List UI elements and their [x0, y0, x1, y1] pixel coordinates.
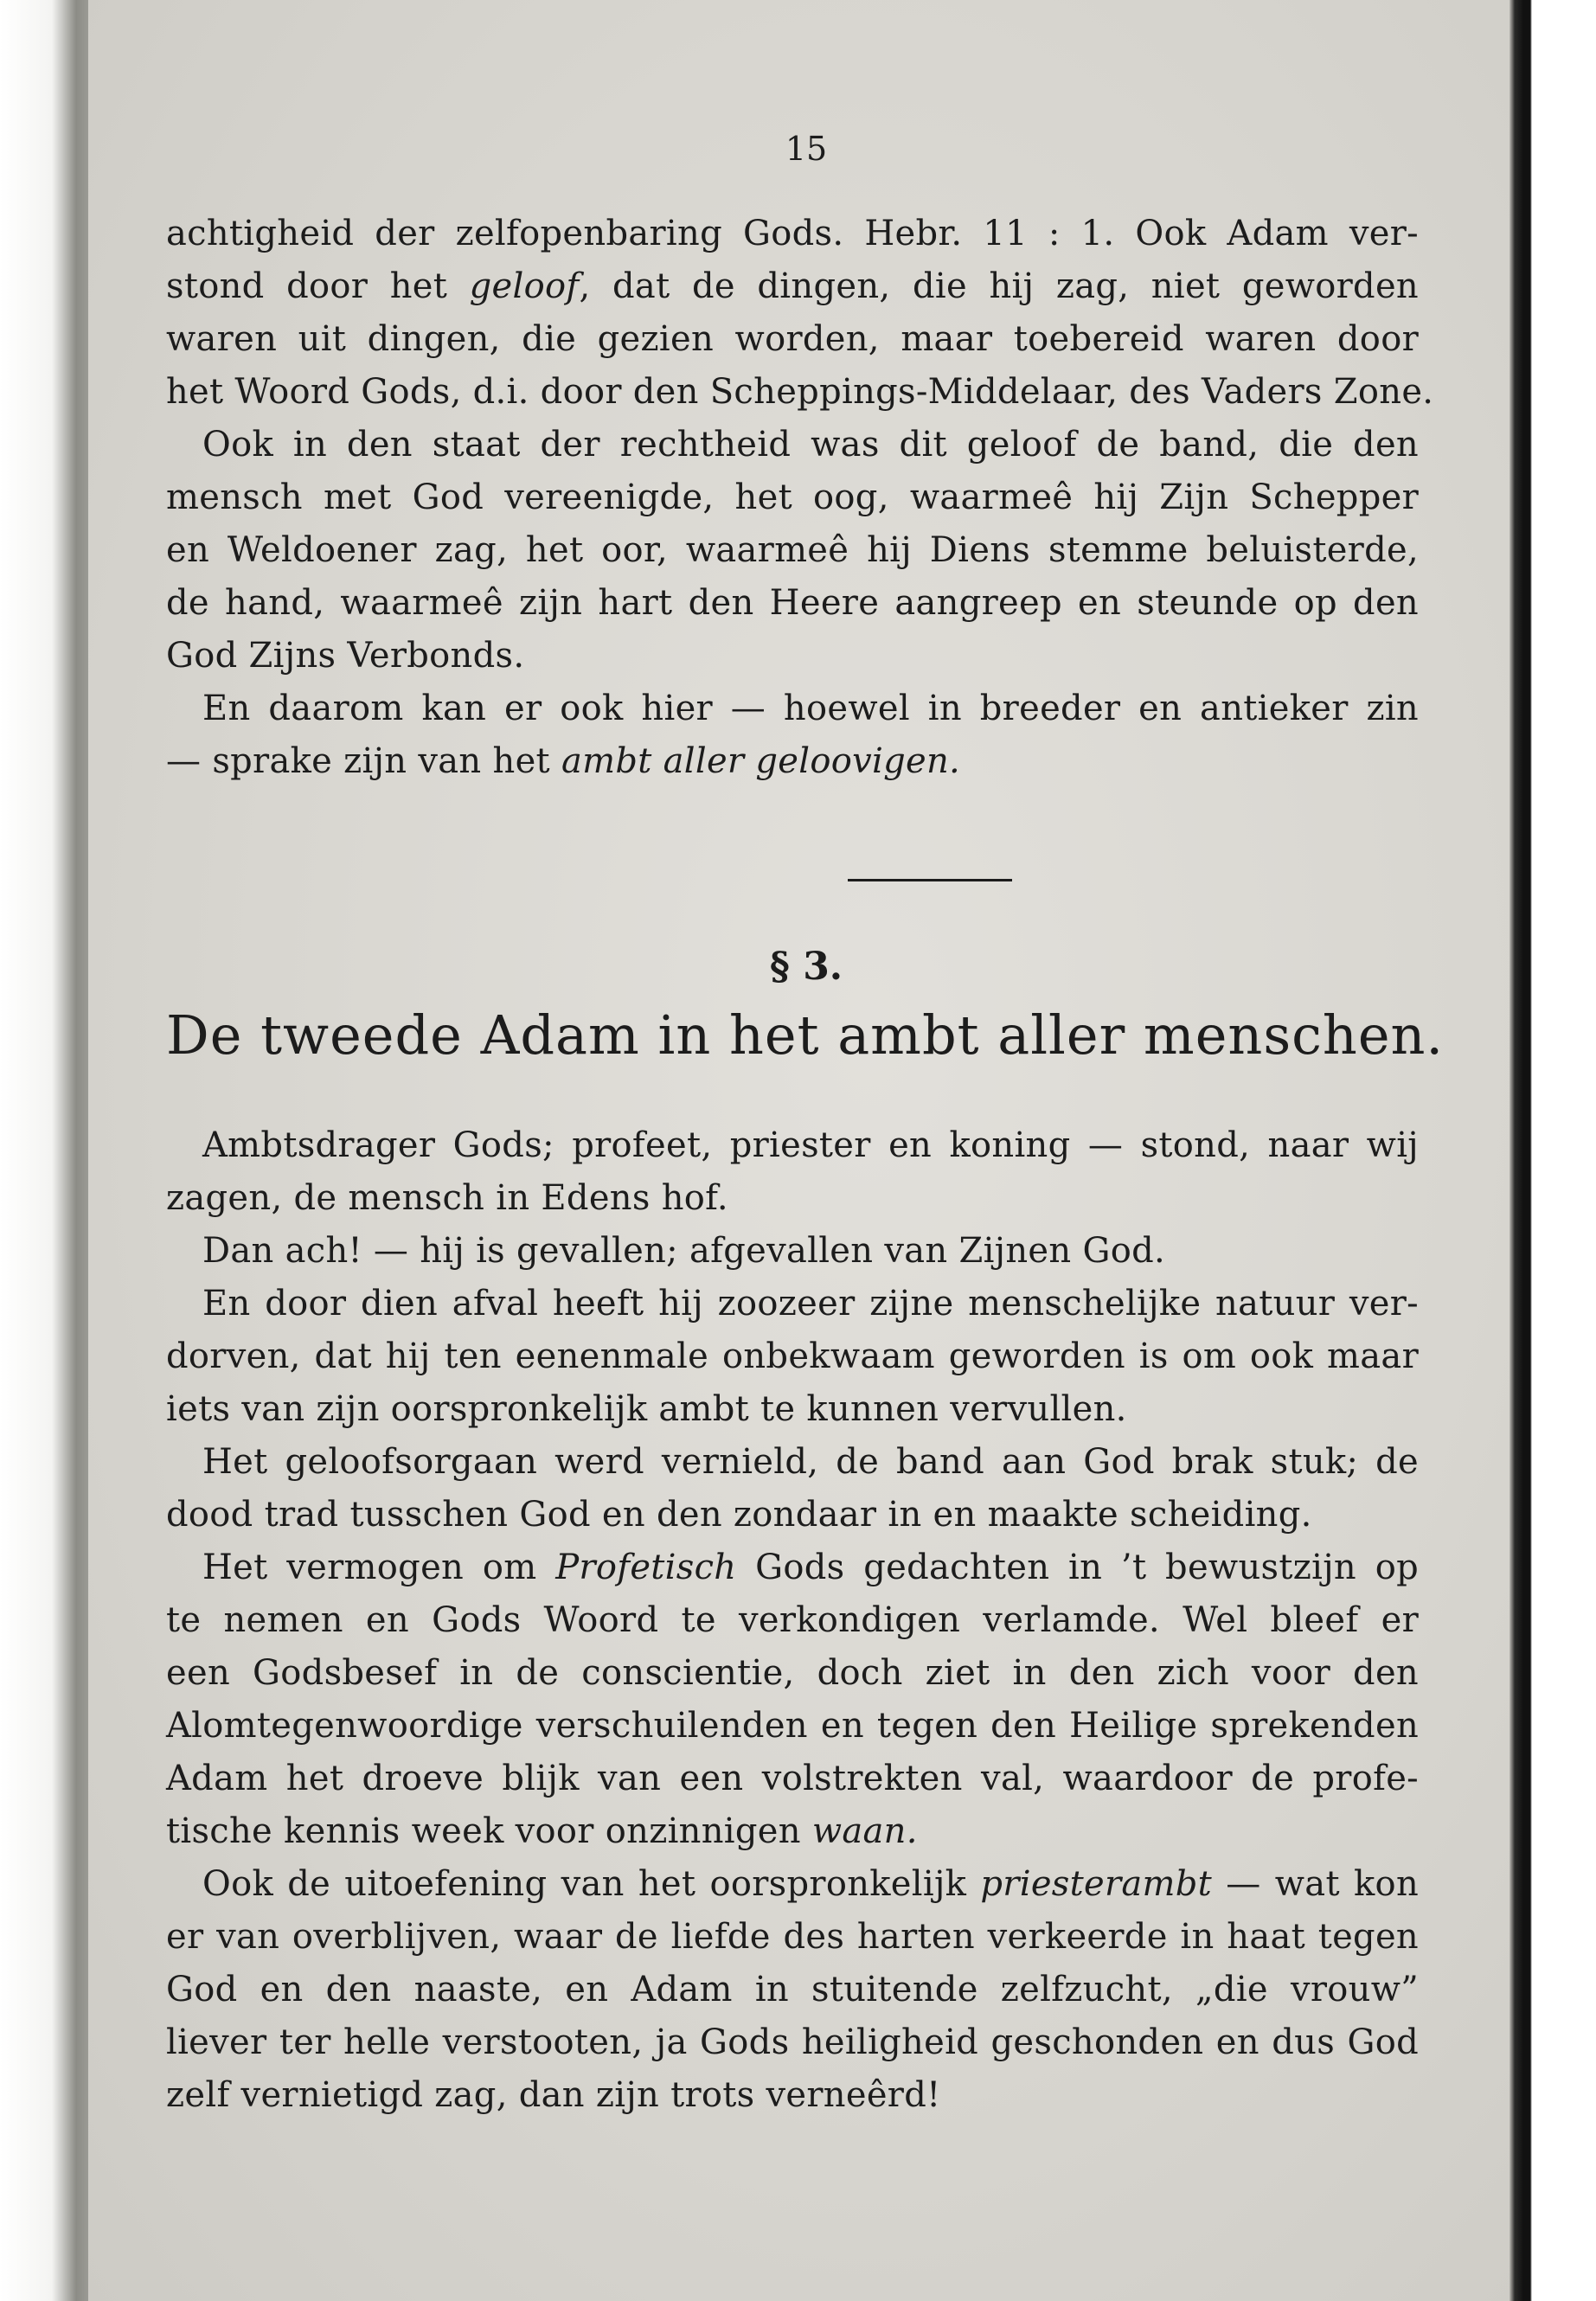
text-line: en Weldoener zag, het oor, waarmeê hij Diens stemme beluisterde, [166, 530, 1419, 570]
text-line: God Zijns Verbonds. [166, 636, 525, 676]
text-line: Alomtegenwoordige verschuilenden en tegen den Heilige sprekenden [166, 1706, 1419, 1746]
text-block-part2 [166, 1119, 1419, 2122]
text-line: dood trad tusschen God en den zondaar in en maakte scheiding. [166, 1495, 1312, 1535]
text-line: En door dien afval heeft hij zoozeer zijne menschelijke natuur ver- [202, 1284, 1419, 1324]
page-edge-shadow [1509, 0, 1596, 2301]
text-block-part1 [166, 208, 1434, 788]
page-number: 15 [785, 130, 828, 168]
text-line: Ambtsdrager Gods; profeet, priester en koning — stond, naar wij [202, 1125, 1419, 1165]
section-title: De tweede Adam in het ambt aller menschen. [166, 1003, 1445, 1067]
text-line: Adam het droeve blijk van een volstrekten val, waardoor de profe- [166, 1759, 1419, 1798]
book-page [88, 0, 1509, 2301]
text-line: En daarom kan er ook hier — hoewel in breeder en antieker zin [202, 689, 1419, 728]
text-line: de hand, waarmeê zijn hart den Heere aangreep en steunde op den [166, 583, 1419, 623]
text-line: Het vermogen om Profetisch Gods gedachten in ’t bewustzijn op [202, 1548, 1419, 1587]
text-line: tische kennis week voor onzinnigen waan. [166, 1811, 918, 1851]
text-line: Ook in den staat der rechtheid was dit geloof de band, die den [202, 425, 1419, 465]
text-line: iets van zijn oorspronkelijk ambt te kunnen vervullen. [166, 1389, 1127, 1429]
text-line: God en den naaste, en Adam in stuitende zelfzucht, „die vrouw” [166, 1970, 1419, 2009]
text-line: stond door het geloof, dat de dingen, die hij zag, niet geworden [166, 266, 1419, 306]
text-line: waren uit dingen, die gezien worden, maar toebereid waren door [166, 319, 1419, 359]
text-line: zagen, de mensch in Edens hof. [166, 1178, 728, 1218]
section-number: § 3. [769, 945, 843, 989]
text-line: — sprake zijn van het ambt aller geloovigen. [166, 741, 961, 781]
text-line: te nemen en Gods Woord te verkondigen verlamde. Wel bleef er [166, 1600, 1419, 1640]
text-line: dorven, dat hij ten eenenmale onbekwaam geworden is om ook maar [166, 1336, 1419, 1376]
text-line: mensch met God vereenigde, het oog, waarmeê hij Zijn Schepper [166, 478, 1419, 517]
text-line: het Woord Gods, d.i. door den Scheppings-Middelaar, des Vaders Zone. [166, 372, 1434, 412]
section-divider [848, 879, 1012, 881]
book-spine-shadow [0, 0, 88, 2301]
text-line: er van overblijven, waar de liefde des harten verkeerde in haat tegen [166, 1917, 1419, 1957]
text-line: zelf vernietigd zag, dan zijn trots verneêrd! [166, 2075, 941, 2115]
text-line: liever ter helle verstooten, ja Gods heiligheid geschonden en dus God [166, 2022, 1419, 2062]
text-line: achtigheid der zelfopenbaring Gods. Hebr. 11 : 1. Ook Adam ver- [166, 214, 1419, 253]
text-line: Het geloofsorgaan werd vernield, de band aan God brak stuk; de [202, 1442, 1419, 1482]
text-line: Ook de uitoefening van het oorspronkelijk priesterambt — wat kon [202, 1864, 1420, 1904]
text-line: een Godsbesef in de conscientie, doch ziet in den zich voor den [166, 1653, 1419, 1693]
text-line: Dan ach! — hij is gevallen; afgevallen van Zijnen God. [202, 1231, 1166, 1271]
